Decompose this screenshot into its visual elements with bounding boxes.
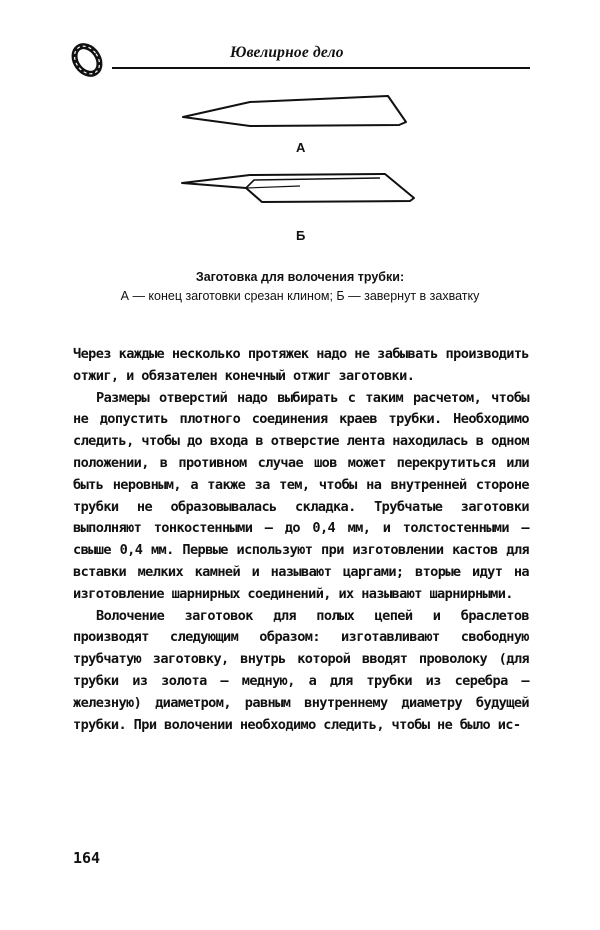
blank-a-drawing bbox=[183, 96, 406, 126]
running-header-title: Ювелирное дело bbox=[230, 44, 344, 61]
paragraph-3: Волочение заготовок для полых цепей и браслетов производят следующим образом: изготавливают свободную трубчатую заготовку, внутрь которой вводят проволоку (для трубки из золота — медную, а для трубки из серебра — железную) диаметром, равным внутреннему диаметру будущей трубки. При волочении необходимо следить, чтобы не было ис- bbox=[73, 607, 529, 733]
figure-caption-text: А — конец заготовки срезан клином; Б — завернут в захватку bbox=[120, 289, 480, 303]
paragraph-2: Размеры отверстий надо выбирать с таким расчетом, чтобы не допустить плотного соединения краев трубки. Необходимо следить, чтобы до входа в отверстие лента находилась в одном положении, в противном случае шов может перекрутиться или быть неровным, а также за тем, чтобы на внутренней стороне трубки не образовывалась складка. Трубчатые заготовки выполняют тонкостенными — до 0,4 мм, и толстостенными — свыше 0,4 мм. Первые используют при изготовлении кастов для вставки мелких камней и называют царгами; вторые идут на изготовление шарнирных соединений, их называют шарнирными. bbox=[73, 389, 529, 602]
page-number: 164 bbox=[73, 849, 101, 867]
figure-caption-title: Заготовка для волочения трубки: bbox=[195, 270, 405, 284]
figure-label-b: Б bbox=[296, 228, 306, 243]
body-text bbox=[73, 344, 529, 736]
blank-b-drawing bbox=[182, 174, 414, 202]
paragraph-1: Через каждые несколько протяжек надо не забывать производить отжиг, и обязателен конечный отжиг заготовки. bbox=[73, 346, 529, 384]
figure-label-a: А bbox=[296, 140, 306, 155]
